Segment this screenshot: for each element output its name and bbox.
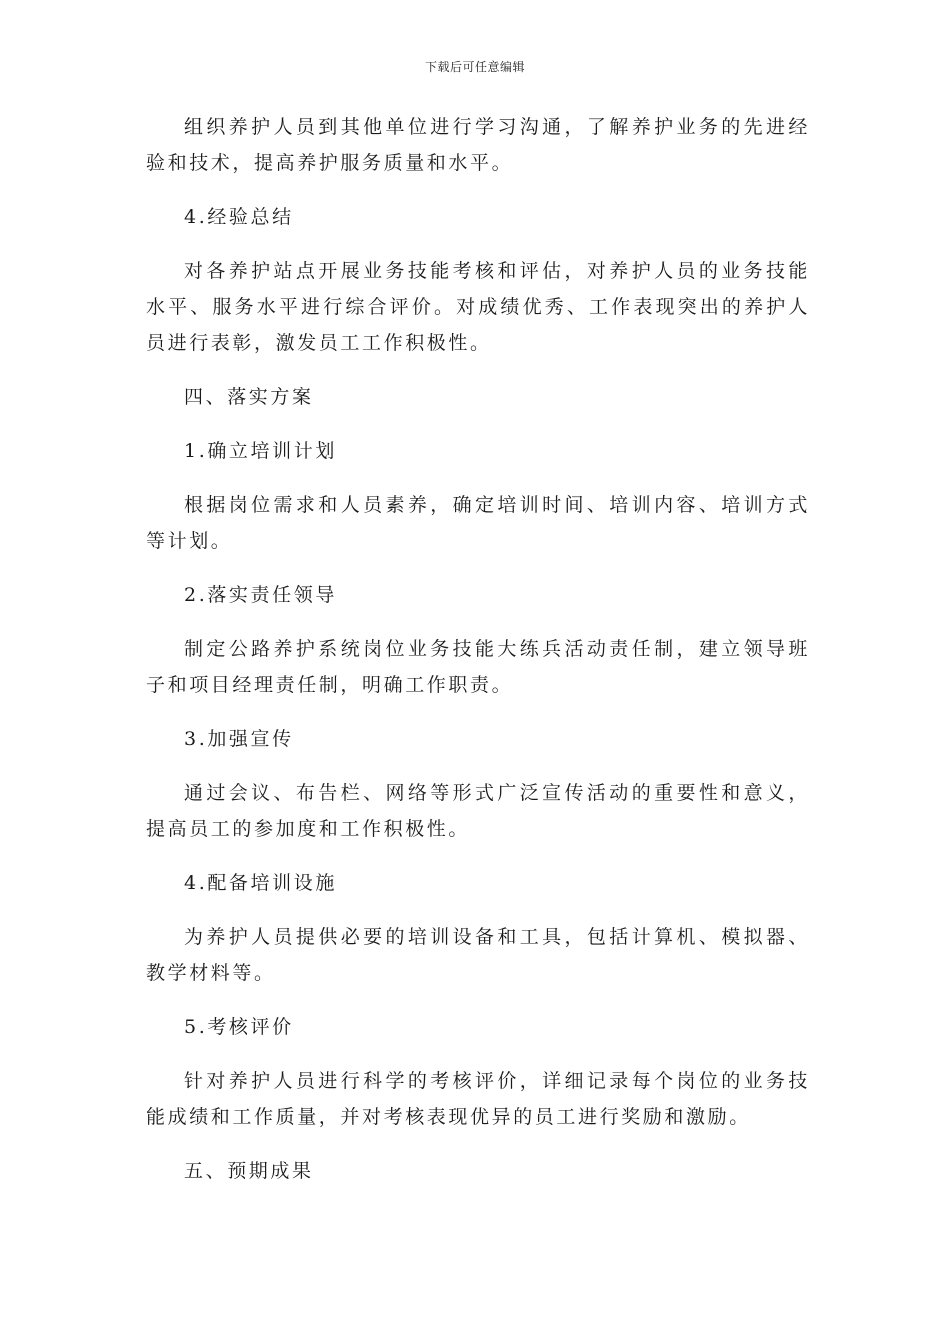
paragraph-training-facilities: 为养护人员提供必要的培训设备和工具，包括计算机、模拟器、教学材料等。 bbox=[146, 926, 810, 984]
heading-implementation-plan: 四、落实方案 bbox=[184, 386, 314, 408]
document-body bbox=[146, 109, 810, 1207]
paragraph-assessment: 针对养护人员进行科学的考核评价，详细记录每个岗位的业务技能成绩和工作质量，并对考核表现优异的员工进行奖励和激励。 bbox=[146, 1070, 810, 1128]
paragraph-publicity: 通过会议、布告栏、网络等形式广泛宣传活动的重要性和意义，提高员工的参加度和工作积极性。 bbox=[146, 782, 810, 840]
heading-training-facilities: 4.配备培训设施 bbox=[184, 872, 337, 894]
heading-assessment: 5.考核评价 bbox=[184, 1016, 294, 1038]
page-header: 下载后可任意编辑 bbox=[424, 60, 525, 74]
heading-expected-results: 五、预期成果 bbox=[184, 1160, 314, 1182]
paragraph-training-plan: 根据岗位需求和人员素养，确定培训时间、培训内容、培训方式等计划。 bbox=[146, 494, 810, 552]
heading-training-plan: 1.确立培训计划 bbox=[184, 440, 337, 462]
paragraph-responsible-leadership: 制定公路养护系统岗位业务技能大练兵活动责任制，建立领导班子和项目经理责任制，明确工作职责。 bbox=[146, 638, 810, 696]
paragraph-assessment-evaluation: 对各养护站点开展业务技能考核和评估，对养护人员的业务技能水平、服务水平进行综合评价。对成绩优秀、工作表现突出的养护人员进行表彰，激发员工工作积极性。 bbox=[146, 260, 810, 354]
heading-responsible-leadership: 2.落实责任领导 bbox=[184, 584, 337, 606]
heading-experience-summary: 4.经验总结 bbox=[184, 206, 294, 228]
paragraph-learning-exchange: 组织养护人员到其他单位进行学习沟通，了解养护业务的先进经验和技术，提高养护服务质量和水平。 bbox=[146, 116, 810, 174]
heading-publicity: 3.加强宣传 bbox=[184, 728, 294, 750]
